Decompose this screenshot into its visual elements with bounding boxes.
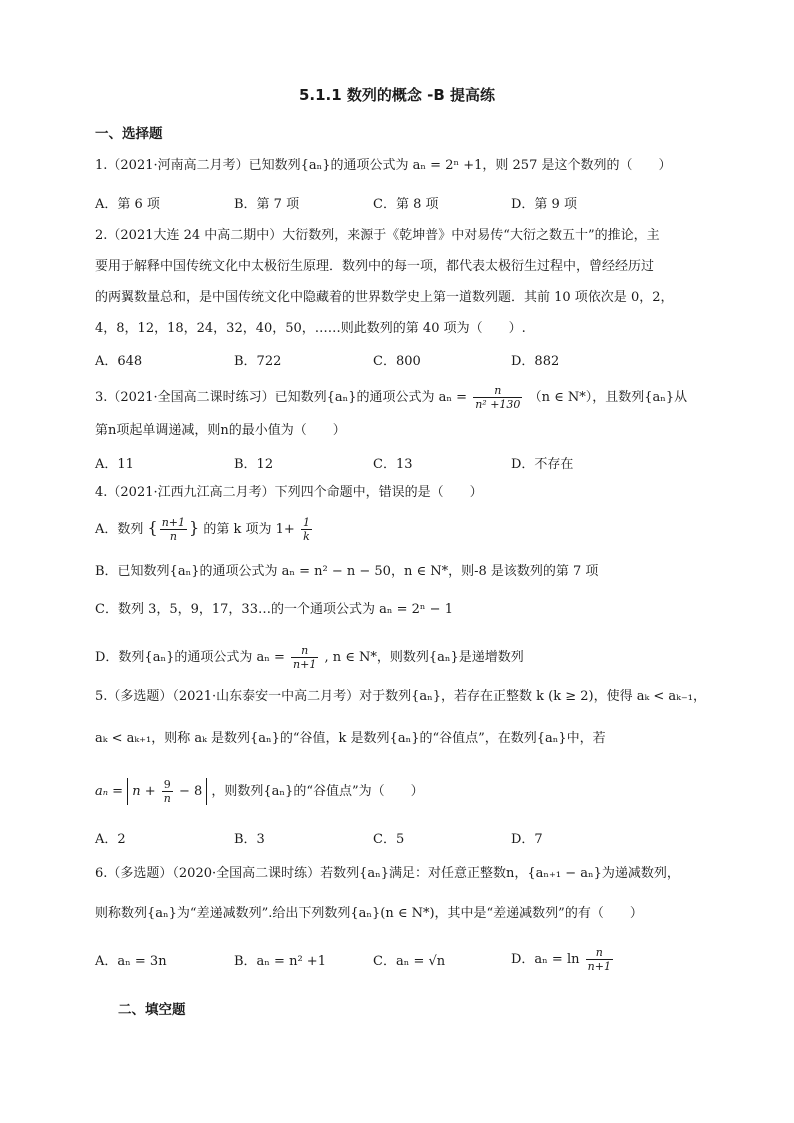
question-5-line-1: 5.（多选题）（2021·山东泰安一中高二月考）对于数列{aₙ}，若存在正整数 k (k ≥ 2)，使得 aₖ < aₖ₋₁， [95,689,706,704]
q5-absolute-value [127,778,207,805]
q5-option-a: A．2 [95,832,126,847]
question-5-options [95,828,655,848]
q6-option-c: C．aₙ = √n [373,954,446,969]
question-2-options [95,350,655,370]
q4-option-d-start: D．数列{aₙ}的通项公式为 aₙ = [95,650,285,665]
q5-stem-end: ，则数列{aₙ}的“谷值点”为（ ） [211,784,424,799]
q3-option-d: D．不存在 [511,457,574,472]
q1-option-c: C．第 8 项 [373,197,439,212]
q2-option-b: B．722 [234,354,282,369]
q5-option-d: D．7 [511,832,543,847]
q4-option-a-middle: 的第 k 项为 1+ [203,522,295,537]
right-brace-symbol: } [189,518,200,537]
q6-option-d [511,946,615,973]
page-title: 5.1.1 数列的概念 -B 提高练 [298,86,496,104]
q1-option-a: A．第 6 项 [95,197,160,212]
q5-option-b: B．3 [234,832,265,847]
q4-option-d [95,644,524,671]
question-6-line-1: 6.（多选题）（2020·全国高二课时练）若数列{aₙ}满足：对任意正整数n，{aₙ₊₁ − aₙ}为递减数列， [95,866,680,881]
q6-option-a: A．aₙ = 3n [95,954,167,969]
q3-option-a: A．11 [95,457,134,472]
q4-sequence-fraction [160,516,187,543]
q4-d-fraction-numerator: n [291,644,318,658]
left-brace-symbol: { [147,518,158,537]
question-4-stem: 4.（2021·江西九江高二月考）下列四个命题中，错误的是（ ） [95,485,483,500]
q4-option-a [95,516,314,543]
q3-option-b: B．12 [234,457,274,472]
q2-option-d: D．882 [511,354,560,369]
question-2-line-3: 的两翼数量总和，是中国传统文化中隐藏着的世界数学史上第一道数列题．其前 10 项依次是 0，2， [95,290,674,305]
section-heading-fill-in: 二、填空题 [118,1002,186,1018]
q4-option-d-end: , n ∈ N*，则数列{aₙ}是递增数列 [324,650,524,665]
q1-option-d: D．第 9 项 [511,197,577,212]
q3-fraction-denominator: n² +130 [475,398,521,411]
q1-option-b: B．第 7 项 [234,197,300,212]
question-3-line-1 [95,384,687,411]
q3-stem-start: 3.（2021·全国高二课时练习）已知数列{aₙ}的通项公式为 aₙ = [95,390,468,405]
q4-d-fraction-denominator: n+1 [293,658,317,671]
q5-abs-fraction [162,778,173,805]
question-6-options [95,946,655,976]
q5-abs-fraction-numerator: 9 [162,778,173,792]
question-3-line-2: 第n项起单调递减，则n的最小值为（ ） [95,423,346,438]
question-1-stem: 1.（2021·河南高二月考）已知数列{aₙ}的通项公式为 aₙ = 2ⁿ +1，则 257 是这个数列的（ ） [95,158,672,173]
section-heading-choice: 一、选择题 [95,126,163,142]
q4-option-b: B．已知数列{aₙ}的通项公式为 aₙ = n² − n − 50，n ∈ N*，则-8 是该数列的第 7 项 [95,564,599,579]
q4-option-d-fraction [291,644,318,671]
q5-sequence-term: aₙ = [95,784,124,799]
q3-formula-fraction [473,384,522,411]
q6-option-d-label: D．aₙ = ln [511,952,580,967]
q4-option-a-fraction [301,516,312,543]
q6-d-fraction-denominator: n+1 [587,960,611,973]
q5-abs-end: − 8 [178,784,203,799]
q4-a-fraction-denominator: k [303,530,310,543]
question-3-options [95,453,655,473]
question-6-line-2: 则称数列{aₙ}为“差递减数列”.给出下列数列{aₙ}(n ∈ N*)，其中是“差递减数列”的有（ ） [95,906,643,921]
q4-a-fraction-numerator: 1 [302,516,310,529]
q2-option-c: C．800 [373,354,421,369]
question-2-line-4: 4，8，12，18，24，32，40，50，……则此数列的第 40 项为（ ）. [95,321,526,336]
q4-option-c: C．数列 3，5，9，17，33…的一个通项公式为 aₙ = 2ⁿ − 1 [95,602,453,617]
question-2-line-1: 2.（2021大连 24 中高二期中）大衍数列，来源于《乾坤普》中对易传“大衍之数五十”的推论，主 [95,228,660,243]
question-5-line-2: aₖ < aₖ₊₁，则称 aₖ 是数列{aₙ}的“谷值，k 是数列{aₙ}的“谷值点”，在数列{aₙ}中，若 [95,731,606,746]
q4-sequence-numerator: n+1 [161,516,186,529]
q6-option-b: B．aₙ = n² +1 [234,954,326,969]
q5-option-c: C．5 [373,832,405,847]
q3-stem-end: （n ∈ N*），且数列{aₙ}从 [528,390,688,405]
q5-abs-fraction-denominator: n [163,792,171,805]
q4-sequence-denominator: n [169,530,177,543]
q4-option-a-label: A．数列 [95,522,144,537]
question-5-line-3 [95,778,424,805]
q6-d-fraction-numerator: n [586,946,613,960]
q3-option-c: C．13 [373,457,413,472]
question-2-line-2: 要用于解释中国传统文化中太极衍生原理．数列中的每一项，都代表太极衍生过程中，曾经经历过 [95,259,655,274]
question-1-options [95,193,655,213]
q5-abs-start: n + [132,784,156,799]
q3-fraction-numerator: n [473,384,522,398]
q6-option-d-fraction [586,946,613,973]
q2-option-a: A．648 [95,354,143,369]
